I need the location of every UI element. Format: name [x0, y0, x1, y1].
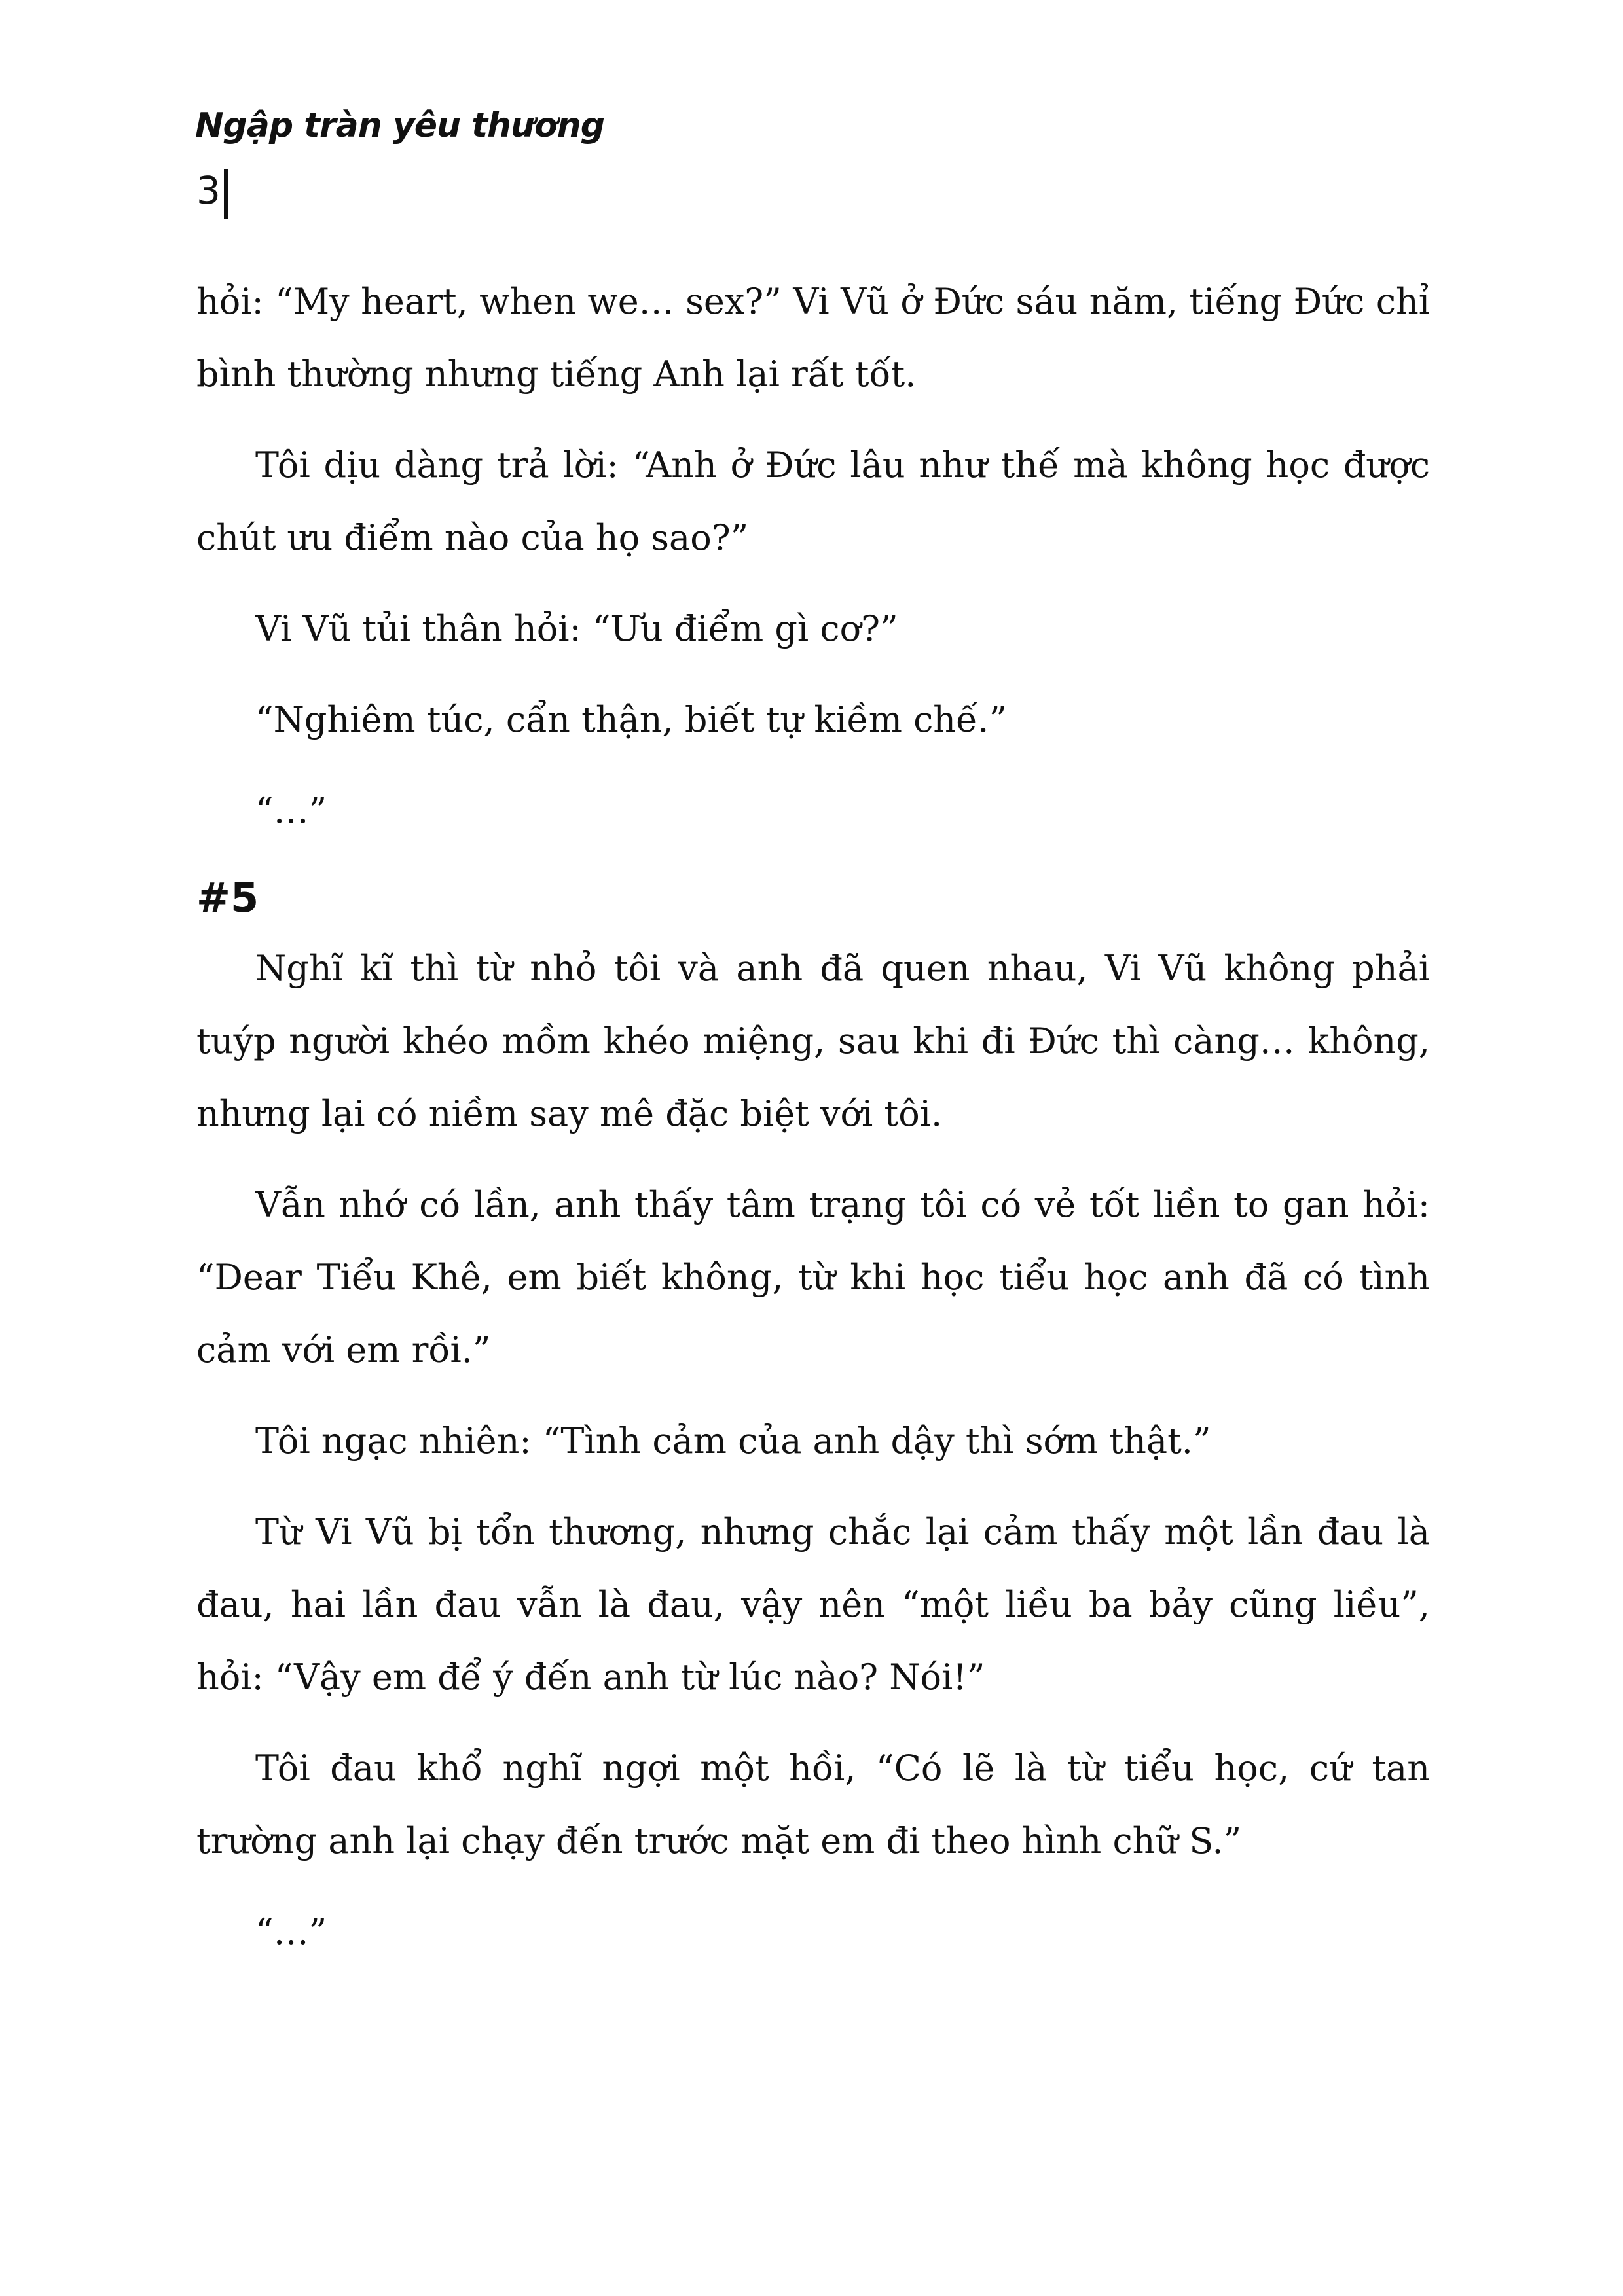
paragraph: Tôi dịu dàng trả lời: “Anh ở Đức lâu như thế mà không học được chút ưu điểm nào của họ sao?” [196, 444, 1430, 558]
page-number-divider [224, 169, 228, 219]
paragraph: Tôi ngạc nhiên: “Tình cảm của anh dậy thì sớm thật.” [255, 1420, 1211, 1462]
paragraph: hỏi: “My heart, when we… sex?” Vi Vũ ở Đức sáu năm, tiếng Đức chỉ bình thường nhưng tiếng Anh lại rất tốt. [196, 281, 1430, 395]
paragraph: Tôi đau khổ nghĩ ngợi một hồi, “Có lẽ là từ tiểu học, cứ tan trường anh lại chạy đến trước mặt em đi theo hình chữ S.” [196, 1748, 1430, 1861]
paragraph: “…” [255, 1911, 327, 1952]
page-number: 3 [196, 168, 221, 213]
paragraph: “…” [255, 790, 327, 831]
paragraph: Vẫn nhớ có lần, anh thấy tâm trạng tôi có vẻ tốt liền to gan hỏi: “Dear Tiểu Khê, em biết không, từ khi học tiểu học anh đã có tình cảm với em rồi.” [196, 1184, 1430, 1371]
paragraph: “Nghiêm túc, cẩn thận, biết tự kiềm chế.” [255, 699, 1008, 740]
body-text [196, 265, 1430, 1986]
section-heading: #5 [196, 874, 259, 922]
book-title: Ngập tràn yêu thương [195, 106, 605, 145]
paragraph: Nghĩ kĩ thì từ nhỏ tôi và anh đã quen nhau, Vi Vũ không phải tuýp người khéo mồm khéo miệng, sau khi đi Đức thì càng… không, nhưng lại có niềm say mê đặc biệt với tôi. [196, 948, 1430, 1134]
paragraph: Vi Vũ tủi thân hỏi: “Ưu điểm gì cơ?” [255, 608, 898, 649]
paragraph: Từ Vi Vũ bị tổn thương, nhưng chắc lại cảm thấy một lần đau là đau, hai lần đau vẫn là đau, vậy nên “một liều ba bảy cũng liều”, hỏi: “Vậy em để ý đến anh từ lúc nào? Nói!” [196, 1511, 1430, 1698]
